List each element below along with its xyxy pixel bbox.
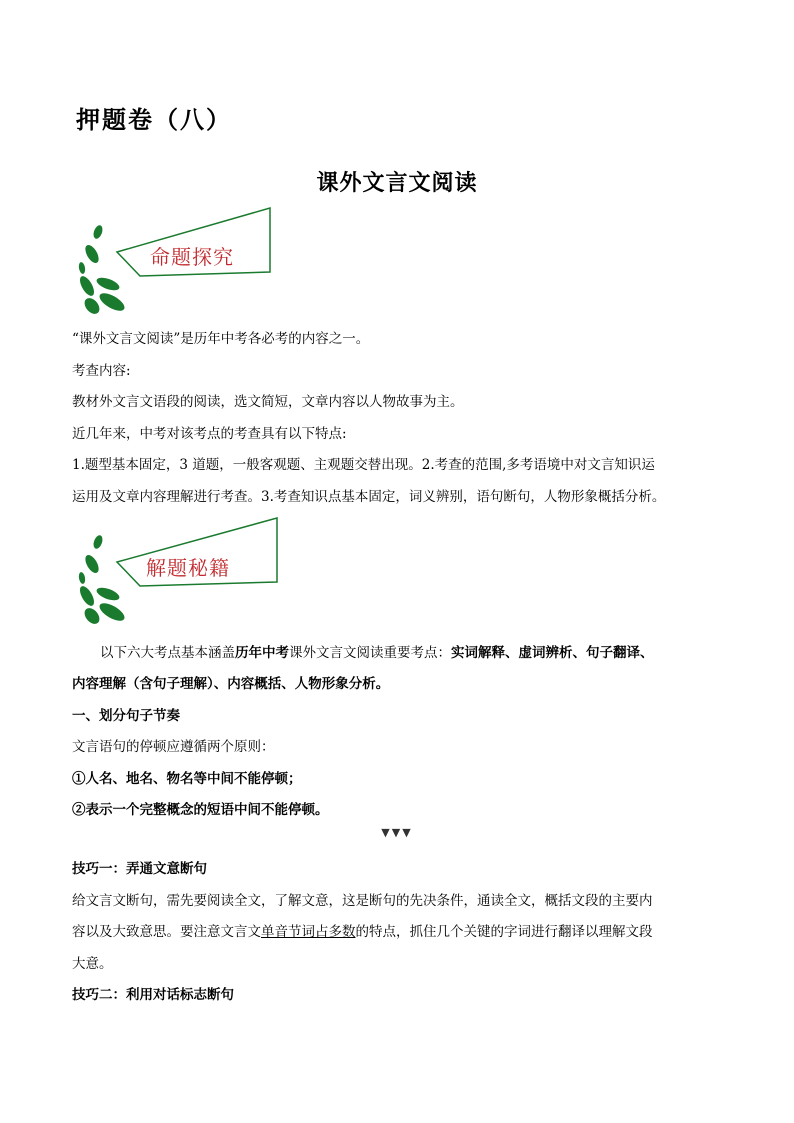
- tip-1-line-3: 大意。: [72, 956, 113, 972]
- intro-line-4: 近几年来，中考对该考点的考查具有以下特点:: [72, 426, 347, 442]
- intro-line-2: 考查内容:: [72, 363, 131, 379]
- text-run-underlined: 单音节词占多数: [261, 924, 356, 940]
- text-run: 容以及大致意思。要注意文言文: [72, 924, 261, 940]
- section-1-text: 文言语句的停顿应遵循两个原则：: [72, 739, 275, 755]
- banner-proposition: [72, 206, 282, 318]
- banner-label: 解题秘籍: [146, 556, 230, 580]
- secrets-paragraph-2: 内容理解（含句子理解）、内容概括、人物形象分析。: [72, 676, 390, 692]
- divider-arrows-icon: ▼▼▼: [381, 826, 413, 839]
- banner-label: 命题探究: [150, 245, 234, 269]
- intro-line-3: 教材外文言文语段的阅读，选文简短，文章内容以人物故事为主。: [72, 394, 464, 410]
- tip-2-title: 技巧二：利用对话标志断句: [72, 987, 234, 1003]
- tip-1-line-2: [72, 923, 732, 941]
- text-run: 的特点，抓住几个关键的字词进行翻译以理解文段: [355, 924, 653, 940]
- secrets-paragraph-1: [100, 644, 740, 662]
- intro-line-1: “课外文言文阅读”是历年中考各必考的内容之一。: [72, 331, 370, 347]
- section-title: 课外文言文阅读: [316, 170, 478, 196]
- banner-secrets: [72, 516, 282, 628]
- text-run-bold: 实词解释、虚词辨析、句子翻译、: [451, 645, 654, 661]
- tip-1-title: 技巧一：弄通文意断句: [72, 861, 207, 877]
- tip-1-line-1: 给文言文断句，需先要阅读全文，了解文意，这是断句的先决条件，通读全文，概括文段的主要内: [72, 893, 653, 909]
- intro-line-6: 运用及文章内容理解进行考查。3.考查知识点基本固定，词义辨别，语句断句，人物形象概括分析。: [72, 489, 666, 505]
- rule-2: ②表示一个完整概念的短语中间不能停顿。: [72, 802, 329, 818]
- intro-line-5: 1.题型基本固定，3 道题，一般客观题、主观题交替出现。2.考查的范围,多考语境中对文言知识运: [72, 457, 655, 473]
- text-run: 以下六大考点基本涵盖: [100, 645, 235, 661]
- rule-1: ①人名、地名、物名等中间不能停顿；: [72, 771, 302, 787]
- section-heading-1: 一、划分句子节奏: [72, 708, 180, 724]
- text-run-bold: 历年中考: [235, 645, 289, 661]
- document-title: 押题卷（八）: [76, 105, 232, 134]
- text-run: 课外文言文阅读重要考点：: [289, 645, 451, 661]
